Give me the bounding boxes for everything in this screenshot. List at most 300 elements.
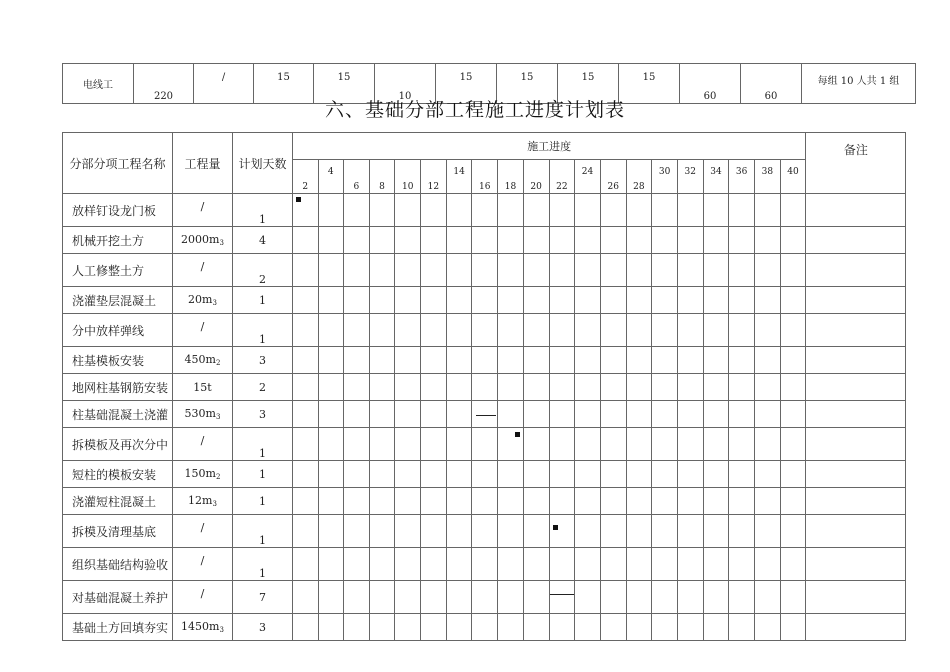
- progress-cell: [575, 374, 601, 401]
- progress-cell: [626, 488, 652, 515]
- progress-cell: [472, 614, 498, 641]
- day-tick: 34: [703, 160, 729, 194]
- progress-cell: [523, 428, 549, 461]
- progress-cell: [498, 287, 524, 314]
- progress-cell: [652, 515, 678, 548]
- progress-cell: [369, 428, 395, 461]
- progress-cell: [729, 515, 755, 548]
- task-days: 4: [233, 227, 293, 254]
- progress-cell: [498, 401, 524, 428]
- progress-cell: [575, 227, 601, 254]
- progress-cell: [729, 428, 755, 461]
- progress-cell: [498, 488, 524, 515]
- progress-cell: [626, 581, 652, 614]
- task-days: 7: [233, 581, 293, 614]
- progress-cell: [344, 374, 370, 401]
- progress-cell: [575, 401, 601, 428]
- progress-cell: [600, 515, 626, 548]
- schedule-row: [63, 287, 906, 314]
- progress-cell: [344, 461, 370, 488]
- progress-cell: [318, 515, 344, 548]
- labor-value: 15: [436, 64, 497, 104]
- progress-cell: [395, 614, 421, 641]
- task-quantity: [173, 254, 233, 287]
- progress-cell: [472, 347, 498, 374]
- progress-cell: [600, 254, 626, 287]
- progress-cell: [677, 401, 703, 428]
- task-days: 1: [233, 515, 293, 548]
- remark-cell: [806, 581, 906, 614]
- progress-cell: [677, 548, 703, 581]
- task-name: 浇灌短柱混凝土: [63, 488, 173, 515]
- progress-cell: [523, 488, 549, 515]
- progress-cell: [677, 614, 703, 641]
- progress-cell: [703, 548, 729, 581]
- progress-cell: [421, 347, 447, 374]
- task-days: 1: [233, 194, 293, 227]
- progress-cell: [318, 614, 344, 641]
- task-quantity: [173, 515, 233, 548]
- progress-cell: [318, 488, 344, 515]
- progress-cell: [318, 227, 344, 254]
- task-quantity: [173, 314, 233, 347]
- progress-cell: [652, 581, 678, 614]
- progress-cell: [755, 347, 781, 374]
- progress-cell: [421, 428, 447, 461]
- task-name: 地网柱基钢筋安装: [63, 374, 173, 401]
- progress-cell: [344, 347, 370, 374]
- progress-cell: [498, 347, 524, 374]
- progress-cell: [652, 374, 678, 401]
- progress-cell: [318, 287, 344, 314]
- task-days: 2: [233, 374, 293, 401]
- progress-cell: [729, 548, 755, 581]
- quantity-value: /: [200, 260, 205, 273]
- progress-cell: [755, 287, 781, 314]
- progress-cell: [549, 401, 575, 428]
- progress-cell: [293, 614, 319, 641]
- progress-cell: [575, 581, 601, 614]
- task-name: 拆模板及再次分中: [63, 428, 173, 461]
- progress-cell: [344, 614, 370, 641]
- progress-cell: [369, 581, 395, 614]
- schedule-row: [63, 314, 906, 347]
- progress-cell: [472, 254, 498, 287]
- progress-cell: [729, 227, 755, 254]
- progress-cell: [549, 254, 575, 287]
- progress-cell: [446, 374, 472, 401]
- progress-cell: [318, 194, 344, 227]
- task-days: 3: [233, 614, 293, 641]
- progress-cell: [472, 401, 498, 428]
- progress-cell: [421, 374, 447, 401]
- progress-cell: [626, 314, 652, 347]
- progress-cell: [472, 461, 498, 488]
- progress-cell: [446, 428, 472, 461]
- progress-cell: [780, 374, 806, 401]
- progress-cell: [652, 287, 678, 314]
- progress-cell: [344, 254, 370, 287]
- quantity-unit-exponent: 3: [219, 239, 224, 247]
- progress-cell: [703, 461, 729, 488]
- progress-cell: [318, 401, 344, 428]
- schedule-row: [63, 227, 906, 254]
- remark-cell: [806, 428, 906, 461]
- schedule-row: [63, 548, 906, 581]
- day-tick: 6: [344, 160, 370, 194]
- progress-cell: [549, 374, 575, 401]
- task-name: 放样钉设龙门板: [63, 194, 173, 227]
- labor-value: 15: [497, 64, 558, 104]
- progress-cell: [780, 515, 806, 548]
- remark-cell: [806, 374, 906, 401]
- progress-cell: [600, 227, 626, 254]
- task-days: 1: [233, 461, 293, 488]
- schedule-row: [63, 428, 906, 461]
- task-name: 机械开挖土方: [63, 227, 173, 254]
- progress-cell: [523, 287, 549, 314]
- day-tick: 32: [677, 160, 703, 194]
- quantity-value: /: [200, 320, 205, 333]
- task-name: 组织基础结构验收: [63, 548, 173, 581]
- task-quantity: [173, 548, 233, 581]
- task-quantity: [173, 488, 233, 515]
- quantity-value: 530m: [184, 407, 216, 420]
- progress-cell: [600, 548, 626, 581]
- progress-cell: [626, 347, 652, 374]
- task-quantity: [173, 401, 233, 428]
- task-name: 短柱的模板安装: [63, 461, 173, 488]
- progress-cell: [446, 461, 472, 488]
- task-quantity: [173, 374, 233, 401]
- progress-cell: [780, 614, 806, 641]
- progress-cell: [421, 254, 447, 287]
- progress-cell: [369, 401, 395, 428]
- progress-cell: [729, 614, 755, 641]
- day-tick: 2: [293, 160, 319, 194]
- progress-cell: [523, 254, 549, 287]
- remark-cell: [806, 314, 906, 347]
- progress-cell: [369, 548, 395, 581]
- progress-cell: [575, 515, 601, 548]
- progress-cell: [446, 488, 472, 515]
- progress-cell: [729, 581, 755, 614]
- remark-cell: [806, 287, 906, 314]
- progress-cell: [703, 314, 729, 347]
- progress-cell: [575, 314, 601, 347]
- progress-cell: [755, 227, 781, 254]
- progress-cell: [293, 194, 319, 227]
- schedule-row: [63, 374, 906, 401]
- schedule-row: [63, 461, 906, 488]
- quantity-unit-exponent: 3: [215, 413, 221, 421]
- day-tick: 26: [600, 160, 626, 194]
- progress-cell: [626, 428, 652, 461]
- progress-cell: [318, 581, 344, 614]
- day-tick: 4: [318, 160, 344, 194]
- progress-cell: [523, 347, 549, 374]
- quantity-value: 150m: [184, 467, 216, 480]
- progress-cell: [652, 314, 678, 347]
- progress-cell: [626, 515, 652, 548]
- day-tick: 36: [729, 160, 755, 194]
- progress-cell: [523, 194, 549, 227]
- progress-cell: [755, 314, 781, 347]
- quantity-value: /: [200, 434, 205, 447]
- progress-cell: [626, 287, 652, 314]
- task-name: 柱基模板安装: [63, 347, 173, 374]
- progress-cell: [600, 581, 626, 614]
- progress-marker: [296, 197, 301, 202]
- progress-cell: [575, 287, 601, 314]
- progress-cell: [677, 287, 703, 314]
- progress-cell: [446, 347, 472, 374]
- progress-cell: [652, 488, 678, 515]
- task-quantity: [173, 428, 233, 461]
- progress-cell: [652, 548, 678, 581]
- progress-cell: [498, 548, 524, 581]
- labor-value: 60: [741, 64, 802, 104]
- progress-cell: [755, 461, 781, 488]
- progress-cell: [703, 428, 729, 461]
- progress-marker: [553, 525, 558, 530]
- progress-cell: [498, 428, 524, 461]
- progress-cell: [729, 254, 755, 287]
- progress-cell: [549, 614, 575, 641]
- progress-cell: [446, 254, 472, 287]
- progress-cell: [421, 314, 447, 347]
- progress-cell: [549, 194, 575, 227]
- task-quantity: [173, 581, 233, 614]
- progress-cell: [344, 287, 370, 314]
- day-tick: 38: [755, 160, 781, 194]
- progress-cell: [446, 194, 472, 227]
- progress-cell: [755, 581, 781, 614]
- progress-cell: [421, 401, 447, 428]
- progress-cell: [549, 461, 575, 488]
- task-days: 1: [233, 548, 293, 581]
- progress-cell: [293, 314, 319, 347]
- progress-cell: [549, 347, 575, 374]
- schedule-row: [63, 488, 906, 515]
- task-quantity: [173, 194, 233, 227]
- task-quantity: [173, 287, 233, 314]
- progress-cell: [626, 548, 652, 581]
- progress-cell: [703, 581, 729, 614]
- header-quantity: 工程量: [173, 133, 233, 194]
- progress-cell: [626, 374, 652, 401]
- progress-cell: [780, 227, 806, 254]
- progress-cell: [318, 461, 344, 488]
- progress-cell: [472, 515, 498, 548]
- progress-cell: [446, 227, 472, 254]
- progress-cell: [293, 428, 319, 461]
- progress-cell: [626, 194, 652, 227]
- progress-cell: [780, 548, 806, 581]
- schedule-row: [63, 401, 906, 428]
- day-tick: 40: [780, 160, 806, 194]
- progress-cell: [626, 461, 652, 488]
- task-quantity: [173, 227, 233, 254]
- day-tick: 30: [652, 160, 678, 194]
- task-days: 2: [233, 254, 293, 287]
- progress-cell: [780, 314, 806, 347]
- progress-cell: [755, 488, 781, 515]
- progress-cell: [369, 194, 395, 227]
- progress-cell: [369, 374, 395, 401]
- progress-cell: [626, 254, 652, 287]
- progress-cell: [446, 515, 472, 548]
- progress-cell: [575, 254, 601, 287]
- progress-cell: [344, 581, 370, 614]
- progress-cell: [472, 194, 498, 227]
- progress-cell: [549, 314, 575, 347]
- labor-value: 15: [314, 64, 375, 104]
- progress-cell: [755, 401, 781, 428]
- progress-cell: [293, 374, 319, 401]
- progress-cell: [446, 314, 472, 347]
- labor-value: 15: [254, 64, 314, 104]
- progress-cell: [395, 515, 421, 548]
- progress-cell: [780, 581, 806, 614]
- progress-cell: [729, 194, 755, 227]
- progress-cell: [293, 515, 319, 548]
- progress-cell: [652, 227, 678, 254]
- progress-cell: [523, 401, 549, 428]
- progress-cell: [677, 194, 703, 227]
- progress-cell: [395, 428, 421, 461]
- progress-cell: [446, 548, 472, 581]
- progress-cell: [395, 254, 421, 287]
- progress-cell: [523, 374, 549, 401]
- progress-cell: [293, 461, 319, 488]
- quantity-unit-exponent: 3: [212, 299, 217, 307]
- progress-cell: [369, 314, 395, 347]
- progress-cell: [369, 614, 395, 641]
- schedule-row: [63, 254, 906, 287]
- progress-cell: [344, 401, 370, 428]
- progress-cell: [395, 548, 421, 581]
- progress-cell: [677, 347, 703, 374]
- progress-cell: [575, 548, 601, 581]
- day-tick: 22: [549, 160, 575, 194]
- labor-value: /: [194, 64, 254, 104]
- progress-cell: [780, 461, 806, 488]
- progress-cell: [575, 461, 601, 488]
- progress-cell: [293, 347, 319, 374]
- progress-cell: [498, 194, 524, 227]
- progress-cell: [395, 287, 421, 314]
- labor-value: 60: [680, 64, 741, 104]
- progress-cell: [344, 194, 370, 227]
- page-title: 六、基础分部工程施工进度计划表: [324, 99, 625, 121]
- progress-cell: [549, 581, 575, 614]
- progress-cell: [677, 428, 703, 461]
- progress-cell: [729, 287, 755, 314]
- progress-cell: [575, 194, 601, 227]
- progress-cell: [780, 287, 806, 314]
- progress-cell: [703, 347, 729, 374]
- progress-cell: [369, 347, 395, 374]
- task-days: 1: [233, 488, 293, 515]
- progress-cell: [523, 515, 549, 548]
- progress-cell: [755, 548, 781, 581]
- header-row-1: [63, 133, 906, 160]
- header-progress: 施工进度: [293, 133, 806, 160]
- quantity-value: /: [200, 554, 205, 567]
- progress-cell: [293, 254, 319, 287]
- progress-cell: [344, 314, 370, 347]
- progress-cell: [575, 347, 601, 374]
- progress-cell: [575, 614, 601, 641]
- progress-cell: [600, 287, 626, 314]
- remark-cell: [806, 614, 906, 641]
- task-days: 1: [233, 428, 293, 461]
- progress-cell: [703, 614, 729, 641]
- progress-cell: [652, 401, 678, 428]
- progress-cell: [344, 428, 370, 461]
- remark-cell: [806, 488, 906, 515]
- progress-cell: [626, 614, 652, 641]
- remark-cell: [806, 401, 906, 428]
- labor-value: 15: [558, 64, 619, 104]
- progress-cell: [652, 614, 678, 641]
- progress-cell: [293, 548, 319, 581]
- progress-cell: [600, 428, 626, 461]
- progress-cell: [472, 287, 498, 314]
- progress-cell: [600, 374, 626, 401]
- progress-cell: [421, 488, 447, 515]
- progress-cell: [677, 581, 703, 614]
- progress-cell: [677, 227, 703, 254]
- remark-cell: [806, 347, 906, 374]
- progress-cell: [318, 347, 344, 374]
- quantity-unit-exponent: 3: [219, 626, 224, 634]
- quantity-unit-exponent: 2: [215, 359, 221, 367]
- progress-cell: [446, 287, 472, 314]
- day-tick: 18: [498, 160, 524, 194]
- labor-note: 每组 10 人共 1 组: [802, 64, 916, 104]
- schedule-table: [62, 132, 906, 641]
- progress-cell: [498, 614, 524, 641]
- progress-cell: [652, 194, 678, 227]
- labor-value: 220: [134, 64, 194, 104]
- progress-cell: [421, 227, 447, 254]
- progress-cell: [652, 461, 678, 488]
- progress-cell: [523, 461, 549, 488]
- quantity-value: /: [200, 587, 205, 600]
- progress-marker: [515, 432, 520, 437]
- progress-cell: [498, 227, 524, 254]
- progress-cell: [293, 227, 319, 254]
- progress-cell: [600, 314, 626, 347]
- progress-cell: [729, 461, 755, 488]
- progress-cell: [369, 287, 395, 314]
- progress-cell: [755, 614, 781, 641]
- progress-cell: [498, 581, 524, 614]
- remark-cell: [806, 515, 906, 548]
- progress-cell: [703, 254, 729, 287]
- progress-cell: [575, 428, 601, 461]
- quantity-unit-exponent: 2: [215, 473, 221, 481]
- progress-cell: [293, 401, 319, 428]
- progress-cell: [523, 614, 549, 641]
- quantity-unit-exponent: 3: [212, 500, 217, 508]
- day-tick: 8: [369, 160, 395, 194]
- progress-cell: [780, 488, 806, 515]
- progress-cell: [549, 488, 575, 515]
- progress-cell: [755, 374, 781, 401]
